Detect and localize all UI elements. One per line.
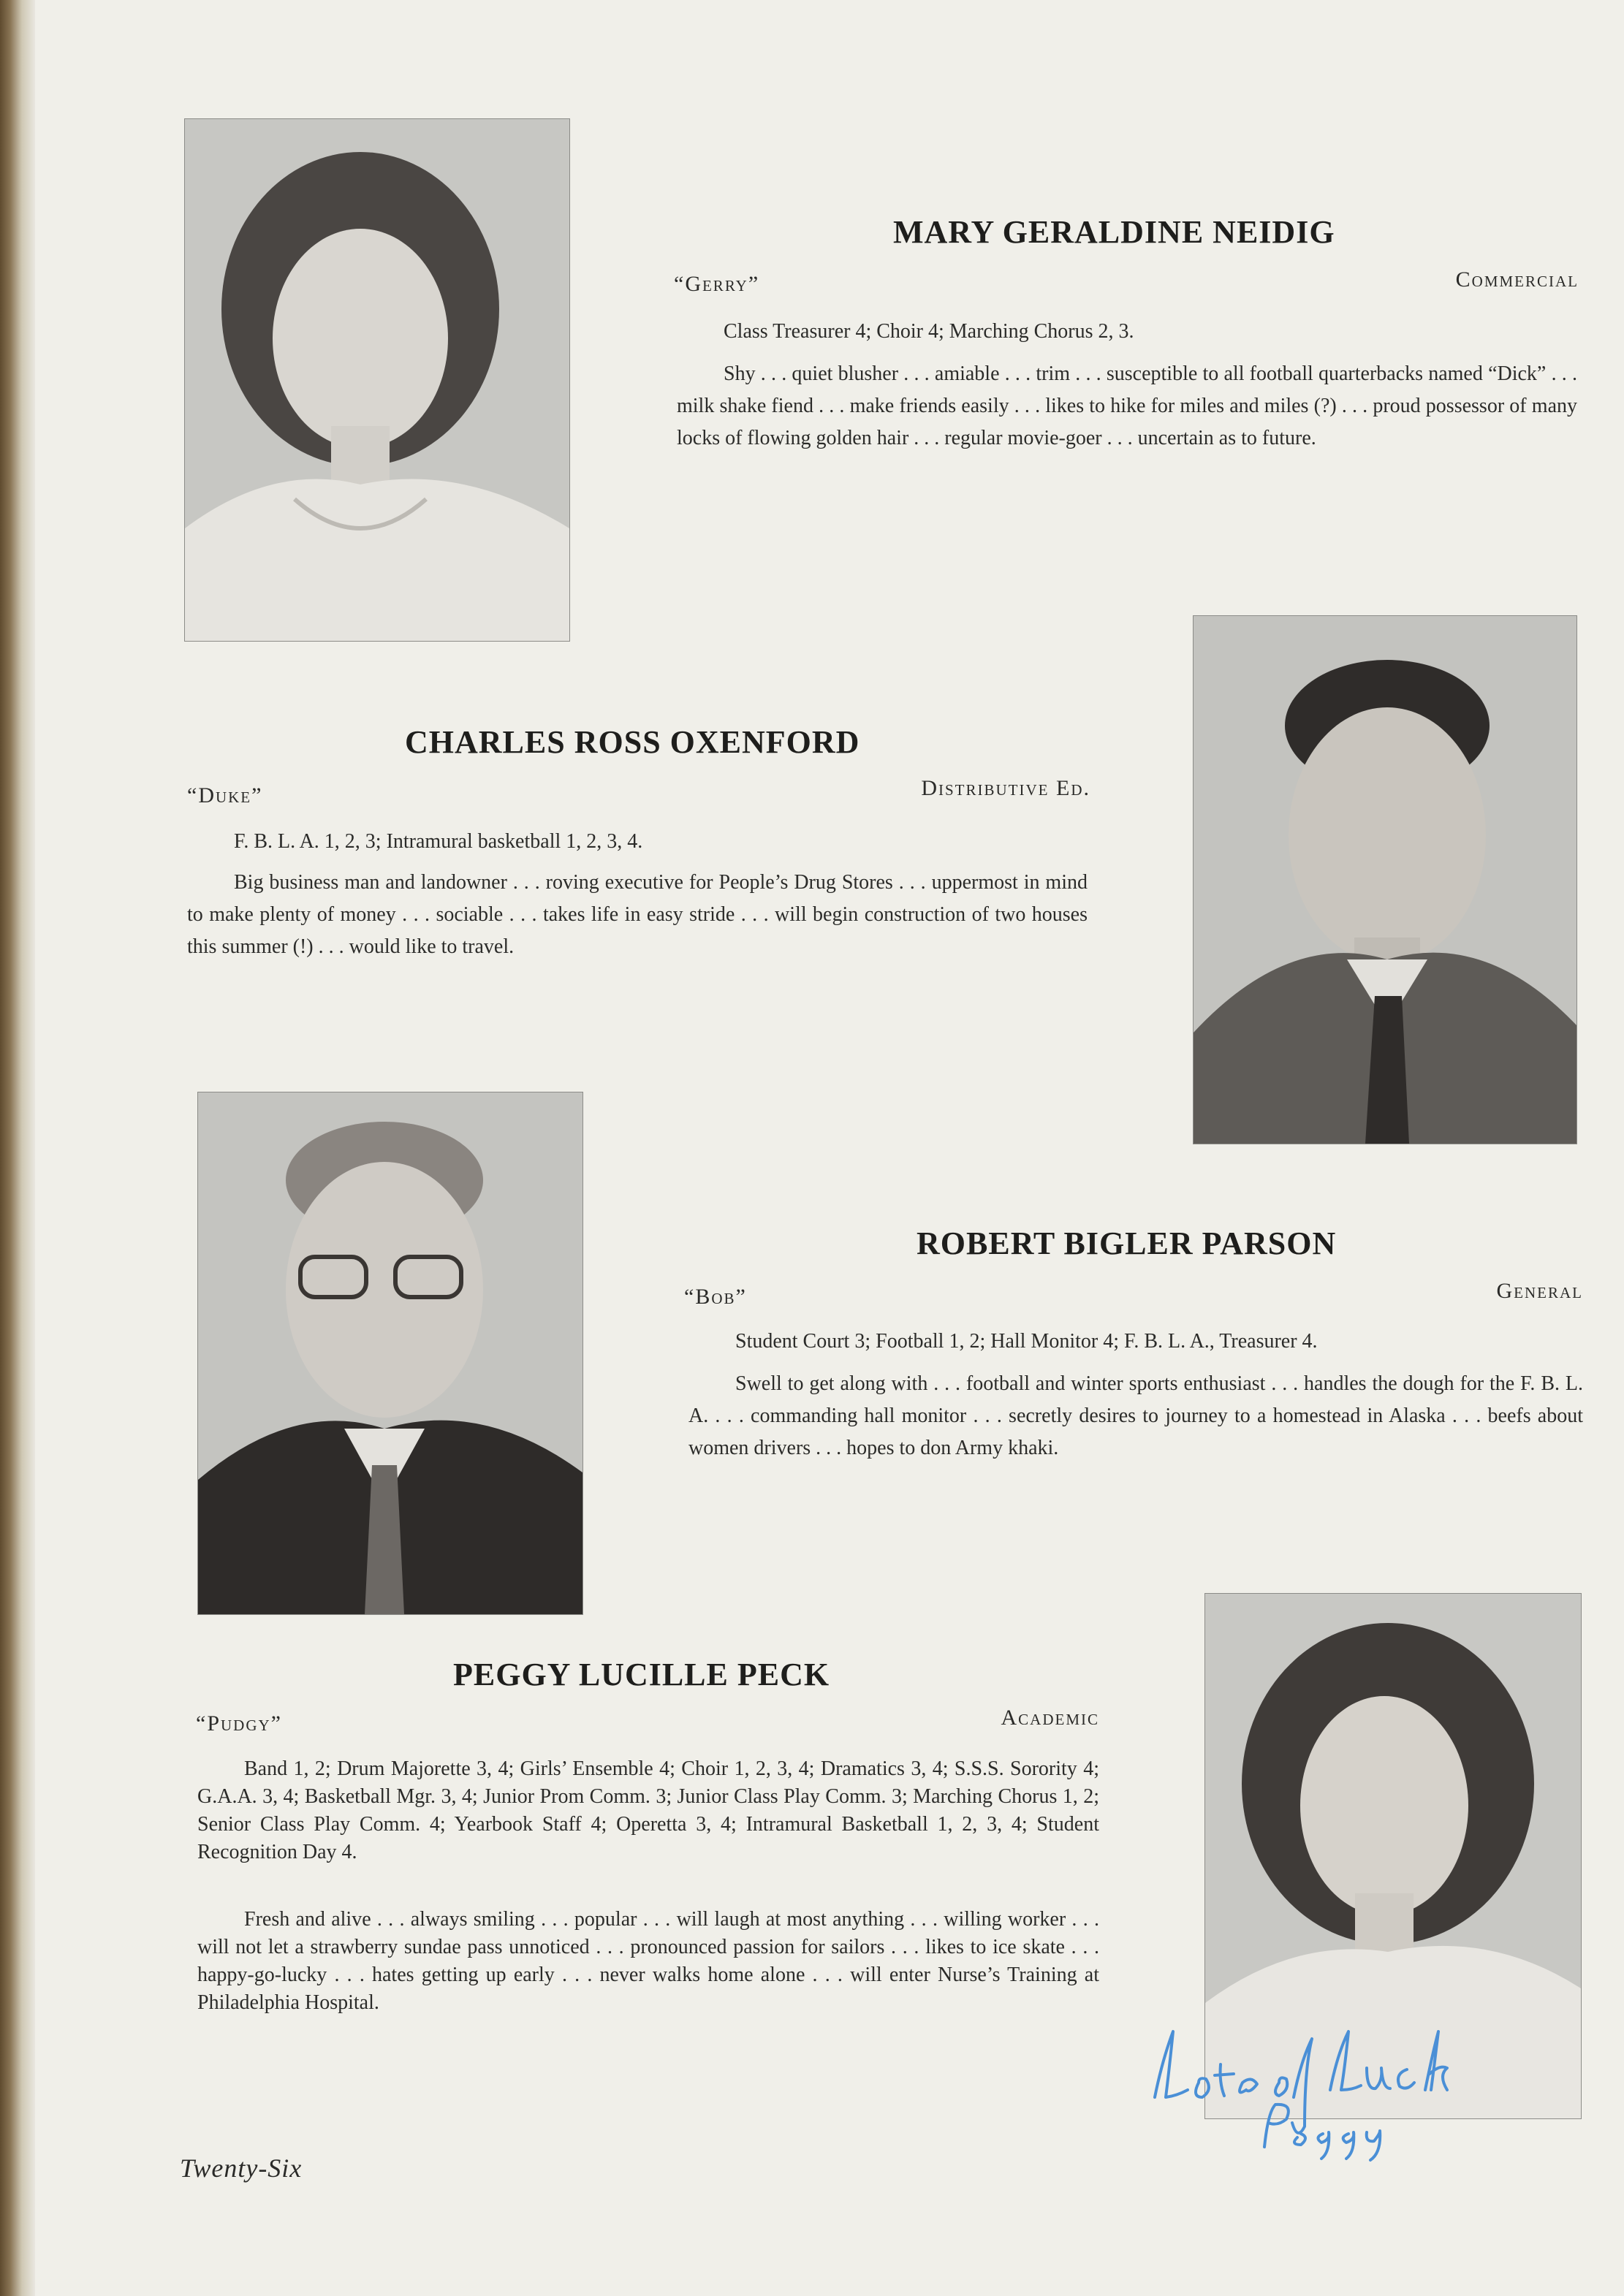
activities: Student Court 3; Football 1, 2; Hall Monitor 4; F. B. L. A., Treasurer 4. — [735, 1330, 1318, 1353]
course: Distributive Ed. — [921, 776, 1090, 800]
nickname: “Gerry” — [674, 272, 760, 296]
student-name: CHARLES ROSS OXENFORD — [405, 724, 860, 760]
course: Commercial — [1455, 267, 1579, 292]
description: Big business man and landowner . . . roving executive for People’s Drug Stores . . . uppermost in mind to make plenty of money . . . sociable . . . takes life in easy stride . . . will begin construction of two houses this summer (!) . . . would like to travel. — [187, 871, 1088, 958]
course: Academic — [1001, 1706, 1099, 1730]
nickname: “Pudgy” — [196, 1711, 282, 1736]
course: General — [1496, 1279, 1583, 1303]
student-name: ROBERT BIGLER PARSON — [917, 1225, 1337, 1261]
description: Swell to get along with . . . football and winter sports enthusiast . . . handles the dough for the F. B. L. A. . . . commanding hall monitor . . . secretly desires to journey to a homestead in Alaska . . . beefs about women drivers . . . hopes to don Army khaki. — [688, 1372, 1583, 1459]
portrait-young-man-image — [1194, 616, 1576, 1144]
photo-charles-oxenford — [1193, 615, 1577, 1144]
nickname: “Bob” — [684, 1285, 747, 1309]
page-number: Twenty-Six — [180, 2154, 303, 2183]
book-spine-edge — [0, 0, 35, 2296]
photo-mary-neidig — [184, 118, 570, 642]
description: Shy . . . quiet blusher . . . amiable . . . trim . . . susceptible to all football quarterbacks named “Dick” . . . milk shake fiend . . . make friends easily . . . likes to hike for miles and miles (?) . . . proud possessor of many locks of flowing golden hair . . . regular movie-goer . . . uncertain as to future. — [677, 362, 1577, 449]
nickname: “Duke” — [187, 783, 263, 807]
handwritten-autograph — [1147, 1988, 1454, 2163]
student-name: MARY GERALDINE NEIDIG — [893, 214, 1335, 250]
activities: Class Treasurer 4; Choir 4; Marching Chorus 2, 3. — [724, 320, 1134, 343]
activities: F. B. L. A. 1, 2, 3; Intramural basketball 1, 2, 3, 4. — [234, 830, 643, 853]
portrait-young-woman-image — [185, 119, 569, 641]
description: Fresh and alive . . . always smiling . . . popular . . . will laugh at most anything . . . willing worker . . . will not let a strawberry sundae pass unnoticed . . . pronounced passion for sailors . . . likes to ice skate . . . happy-go-lucky . . . hates getting up early . . . never walks home alone . . . will enter Nurse’s Training at Philadelphia Hospital. — [197, 1908, 1099, 2014]
portrait-young-man-glasses-image — [198, 1092, 583, 1614]
activities: Band 1, 2; Drum Majorette 3, 4; Girls’ Ensemble 4; Choir 1, 2, 3, 4; Dramatics 3, 4; S.S.S. Sorority 4; G.A.A. 3, 4; Basketball Mgr. 3, 4; Junior Prom Comm. 3; Junior Class Play Comm. 3; Marching Chorus 1, 2; Senior Class Play Comm. 4; Yearbook Staff 4; Operetta 3, 4; Intramural Basketball 1, 2, 3, 4; Student Recognition Day 4. — [197, 1757, 1099, 1863]
student-name: PEGGY LUCILLE PECK — [453, 1657, 830, 1692]
photo-robert-parson — [197, 1092, 583, 1615]
